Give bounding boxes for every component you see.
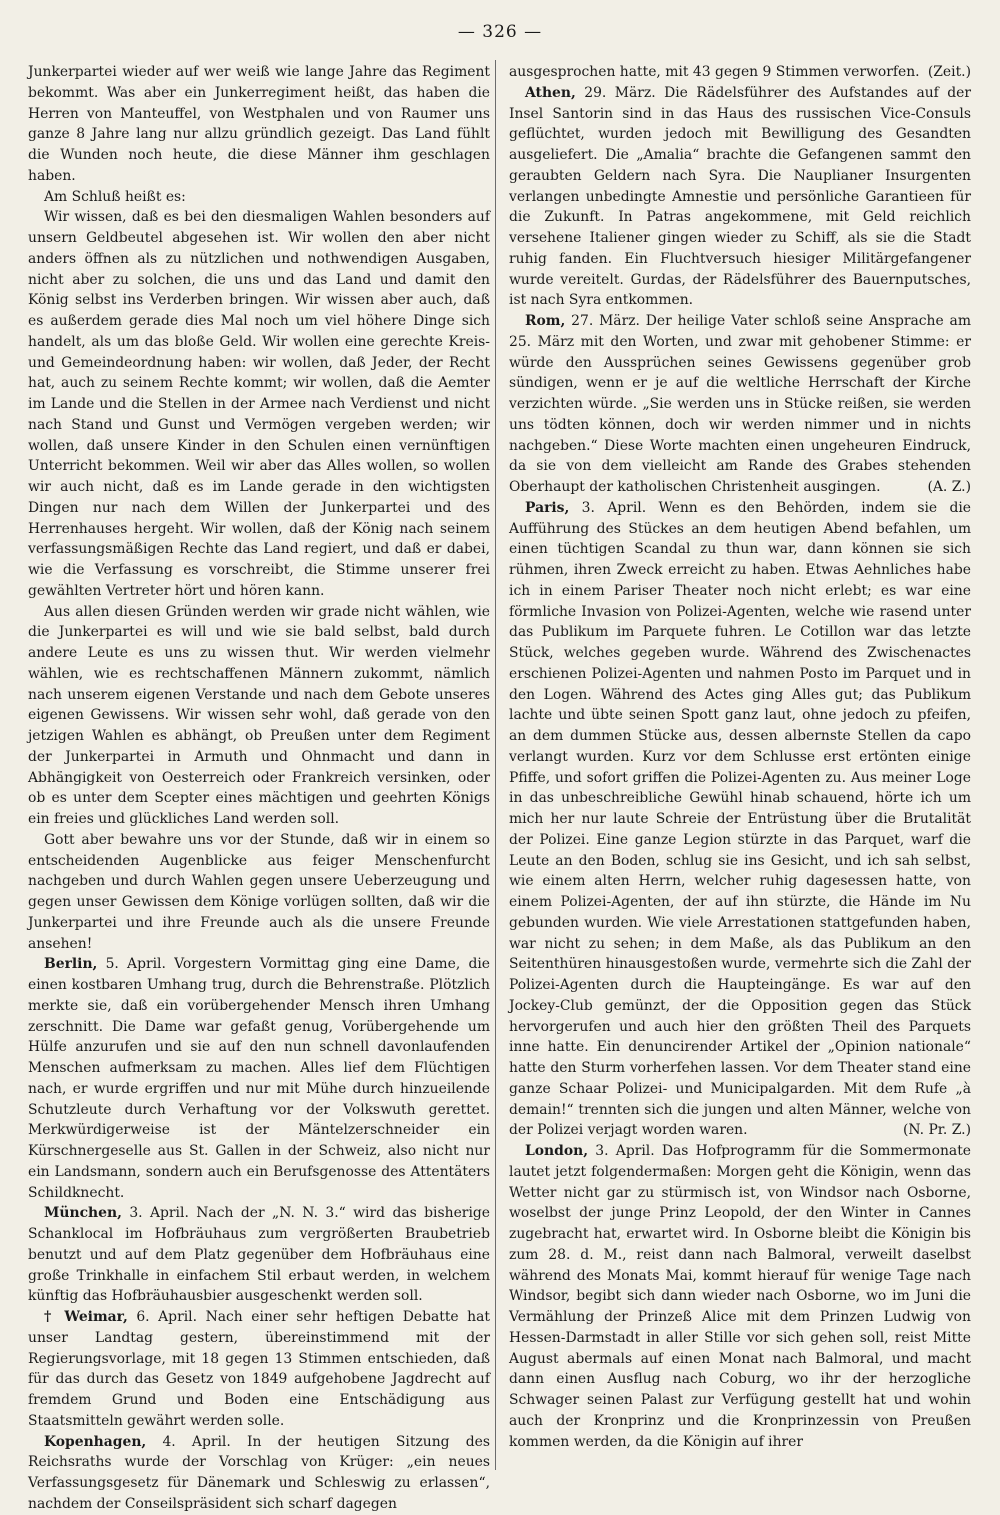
paragraph-text: 3. April. Wenn es den Behörden, indem sie die Aufführung des Stückes an dem heutigen Abend befahlen, um einen tüchtigen Scandal zu thun war, dann können sie sich rühmen, ihren Zweck erreicht zu haben. Etwas Aehnliches habe ich in einem Pariser Theater noch nicht erlebt; es war eine förmliche Invasion von Polizei-Agenten, welche wie rasend unter das Publikum im Parquete fuhren. Le Cotillon war das letzte Stück, welches gegeben wurde. Während des Zwischenactes erschienen Polizei-Agenten und nahmen Posto im Parquet und in den Logen. Während des Actes ging Alles gut; das Publikum lachte und übte seinen Spott ganz laut, ohne jedoch zu pfeifen, an dem dummen Stücke aus, dessen albernste Stellen da capo verlangt wurden. Kurz vor dem Schlusse erst ertönten einige Pfiffe, und sofort griffen die Polizei-Agenten zu. Aus meiner Loge in das unbeschreibliche Gewühl hinab schauend, hörte ich um mich her nur laute Schreie der Entrüstung über die Brutalität der Polizei. Eine ganze Legion stürzte in das Parquet, warf die Leute an den Boden, schlug sie ins Gesicht, und ich sah selbst, wie einem alten Herrn, welcher ruhig dagesessen hatte, von einem Polizei-Agenten, der auf ihn stürzte, die Hände im Nu gebunden wurden. Wie viele Arrestationen stattgefunden haben, war nicht zu sehen; in dem Maße, als das Publikum an den Seitenthüren hinausgestoßen wurde, vermehrte sich die Zahl der Polizei-Agenten durch die Haupteingänge. Es war auf den Jockey-Club gemünzt, der die Opposition gegen das Stück hervorgerufen und auch hier den größten Theil des Parquets inne hatte. Ein denuncirender Artikel der „Opinion nationale“ hatte den Sturm vorherfehen lassen. Vor dem Theater stand eine ganze Schaar Polizei- und Municipalgarden. Mit dem Rufe „à demain!“ trennten sich die jungen und alten Männer, welche von der Polizei verjagt worden waren. [509, 499, 971, 1139]
paragraph-text: 3. April. Das Hofprogramm für die Sommermonate lautet jetzt folgendermaßen: Morgen geht die Königin, wenn das Wetter nicht gar zu stürmisch ist, von Windsor nach Osborne, woselbst der junge Prinz Leopold, der den Winter in Cannes zugebracht hat, erwartet wird. In Osborne bleibt die Königin bis zum 28. d. M., reist dann nach Balmoral, verweilt daselbst während des Monats Mai, kommt hierauf für wenige Tage nach Windsor, begibt sich dann wieder nach Osborne, wo im Juni die Vermählung der Prinzeß Alice mit dem Prinzen Ludwig von Hessen-Darmstadt in aller Stille vor sich gehen soll, reist Mitte August abermals auf einen Monat nach Balmoral, und macht dann einen Ausflug nach Coburg, wo ihr der herzogliche Schwager seinen Palast zur Verfügung gestellt hat und wohin auch der Kronprinz und die Kronprinzessin von Preußen kommen werden, da die Königin auf ihrer [509, 1143, 971, 1450]
right-column [509, 62, 971, 1452]
dateline-place: München, [44, 1205, 122, 1222]
dateline-place: Berlin, [44, 956, 98, 973]
article-paragraph [28, 1307, 490, 1432]
paragraph-text: 5. April. Vorgestern Vormittag ging eine Dame, die einen kostbaren Umhang trug, durch die Behrenstraße. Plötzlich merkte sie, daß ein vorübergehender Mensch ihren Umhang zerschnitt. Die Dame war gefaßt genug, Vorübergehende um Hülfe anzurufen und sie auf den nun schnell davonlaufenden Menschen aufmerksam zu machen. Alles lief dem Flüchtigen nach, er wurde ergriffen und nur mit Mühe durch hinzueilende Schutzleute durch Verhaftung vor der Volkswuth gerettet. Merkwürdigerweise ist der Mäntelzerschneider ein Kürschnergeselle aus St. Gallen in der Schweiz, also nicht nur ein Landsmann, sondern auch ein Berufsgenosse des Attentäters Schildknecht. [28, 956, 490, 1201]
source-attribution: (Zeit.) [927, 64, 971, 80]
article-paragraph [509, 83, 971, 311]
dateline-place: † Weimar, [44, 1309, 128, 1325]
article-paragraph [28, 1432, 490, 1515]
article-paragraph [28, 602, 490, 830]
paragraph-text: Gott aber bewahre uns vor der Stunde, daß wir in einem so entscheidenden Augenblicke aus feiger Menschenfurcht nachgeben und durch Wahlen gegen unsere Ueberzeugung und gegen unser Gewissen dem Könige vorlügen sollten, daß wir die Junkerpartei und ihre Freunde auch als die unsere Freunde ansehen! [28, 831, 490, 952]
paragraph-text: Am Schluß heißt es: [44, 188, 186, 205]
dateline-place: Athen, [525, 84, 576, 101]
paragraph-text: 4. April. In der heutigen Sitzung des Reichsraths wurde der Vorschlag von Krüger: „ein neues Verfassungsgesetz für Dänemark und Schleswig zu erlassen“, nachdem der Conseilspräsident sich scharf dagegen [28, 1433, 490, 1512]
article-paragraph [28, 62, 490, 187]
column-divider [495, 60, 496, 1470]
article-paragraph [28, 830, 490, 955]
dateline-place: Rom, [525, 313, 566, 329]
left-column [28, 62, 490, 1515]
article-paragraph [509, 498, 971, 1141]
paragraph-text: ausgesprochen hatte, mit 43 gegen 9 Stimmen verworfen. [509, 64, 920, 80]
paragraph-text: 27. März. Der heilige Vater schloß seine Ansprache am 25. März mit den Worten, und zwar mit gehobener Stimme: er würde den Aussprüchen seines Gewissens gegenüber grob sündigen, wenn er je auf die weltliche Herrschaft der Kirche verzichten würde. „Sie werden uns in Stücke reißen, sie werden uns tödten können, doch wir werden nimmer und in nichts nachgeben.“ Diese Worte machten einen ungeheuren Eindruck, da sie von dem vielleicht am Rande des Grabes stehenden Oberhaupt der katholischen Christenheit ausgingen. [509, 313, 971, 495]
article-paragraph [28, 187, 490, 208]
paragraph-text: 6. April. Nach einer sehr heftigen Debatte hat unser Landtag gestern, übereinstimmend mit der Regierungsvorlage, mit 18 gegen 13 Stimmen entschieden, daß für das durch das Gesetz von 1849 aufgehobene Jagdrecht auf fremdem Grund und Boden eine Entschädigung aus Staatsmitteln gewährt werden solle. [28, 1309, 490, 1429]
article-paragraph [509, 1141, 971, 1452]
article-paragraph [28, 207, 490, 601]
paragraph-text: 3. April. Nach der „N. N. 3.“ wird das bisherige Schanklocal im Hofbräuhaus zum vergrößerten Braubetrieb benutzt und auf dem Platz gegenüber dem Hofbräuhaus eine große Trinkhalle in einfachem Stil erbaut werden, in welchem künftig das Hofbräuhausbier ausgeschenkt werden soll. [28, 1205, 490, 1305]
paragraph-text: 29. März. Die Rädelsführer des Aufstandes auf der Insel Santorin sind in das Haus des russischen Vice-Consuls geflüchtet, wurden jedoch mit Bewilligung des Gesandten ausgeliefert. Die „Amalia“ brachte die Gefangenen sammt den geraubten Geldern nach Syra. Die Nauplianer Insurgenten verlangen unbedingte Amnestie und persönliche Garantieen für die Zukunft. In Patras angekommene, mit Geld reichlich versehene Italiener gingen wieder zu Schiff, als sie die Stadt ruhig fanden. Ein Fluchtversuch hiesiger Militärgefangener wurde vereitelt. Gurdas, der Rädelsführer des Bauernputsches, ist nach Syra entkommen. [509, 84, 971, 309]
article-paragraph [509, 62, 971, 83]
page-number: — 326 — [457, 22, 543, 42]
paragraph-text: Junkerpartei wieder auf wer weiß wie lange Jahre das Regiment bekommt. Was aber ein Junkerregiment heißt, das haben die Herren von Manteuffel, von Westphalen und von Raumer uns ganze 8 Jahre lang nur allzu gründlich gezeigt. Das Land fühlt die Wunden noch heute, die diese Männer ihm geschlagen haben. [28, 64, 490, 184]
dateline-place: Kopenhagen, [44, 1433, 147, 1450]
article-paragraph [509, 311, 971, 498]
paragraph-text: Wir wissen, daß es bei den diesmaligen Wahlen besonders auf unsern Geldbeutel abgesehen ist. Wir wollen den aber nicht anders öffnen als zu nützlichen und nothwendigen Ausgaben, nicht aber zu solchen, die uns und das Land und damit den König selbst ins Verderben bringen. Wir wissen aber auch, daß es außerdem gerade dies Mal noch um viel höhere Dinge sich handelt, als um das bloße Geld. Wir wollen eine gerechte Kreis- und Gemeindeordnung haben: wir wollen, daß Jeder, der Recht hat, auch zu seinem Rechte kommt; wir wollen, daß die Aemter im Lande und die Stellen in der Armee nach Verdienst und nicht nach Stand und Gunst und Vermögen vergeben werden; wir wollen, daß unsere Kinder in den Schulen einen vernünftigen Unterricht bekommen. Weil wir aber das Alles wollen, so wollen wir auch nicht, daß es im Lande gerade in den wichtigsten Dingen nur nach dem Willen der Junkerpartei und des Herrenhauses hergeht. Wir wollen, daß der König nach seinem verfassungsmäßigen Rechte das Land regiert, und daß er dabei, wie die Verfassung es vorschreibt, die Stimme unserer frei gewählten Vertreter hört und hören kann. [28, 209, 490, 599]
article-paragraph [28, 954, 490, 1203]
source-attribution: (N. Pr. Z.) [902, 1122, 971, 1139]
dateline-place: Paris, [525, 499, 570, 516]
paragraph-text: Aus allen diesen Gründen werden wir grade nicht wählen, wie die Junkerpartei es will und wie sie bald selbst, bald durch andere Leute es uns zu wissen thut. Wir werden vielmehr wählen, wie es rechtschaffenen Männern zukommt, nämlich nach unserem eigenen Verstande und nach dem Gebote unseres eigenen Gewissens. Wir wissen sehr wohl, daß gerade von den jetzigen Wahlen es abhängt, ob Preußen unter dem Regiment der Junkerpartei in Armuth und Ohnmacht und dann in Abhängigkeit von Oesterreich oder Frankreich versinken, oder ob es unter dem Scepter eines mächtigen und geehrten Königs ein freies und glückliches Land werden soll. [28, 603, 490, 827]
article-paragraph [28, 1203, 490, 1307]
dateline-place: London, [525, 1143, 589, 1159]
source-attribution: (A. Z.) [927, 479, 971, 495]
